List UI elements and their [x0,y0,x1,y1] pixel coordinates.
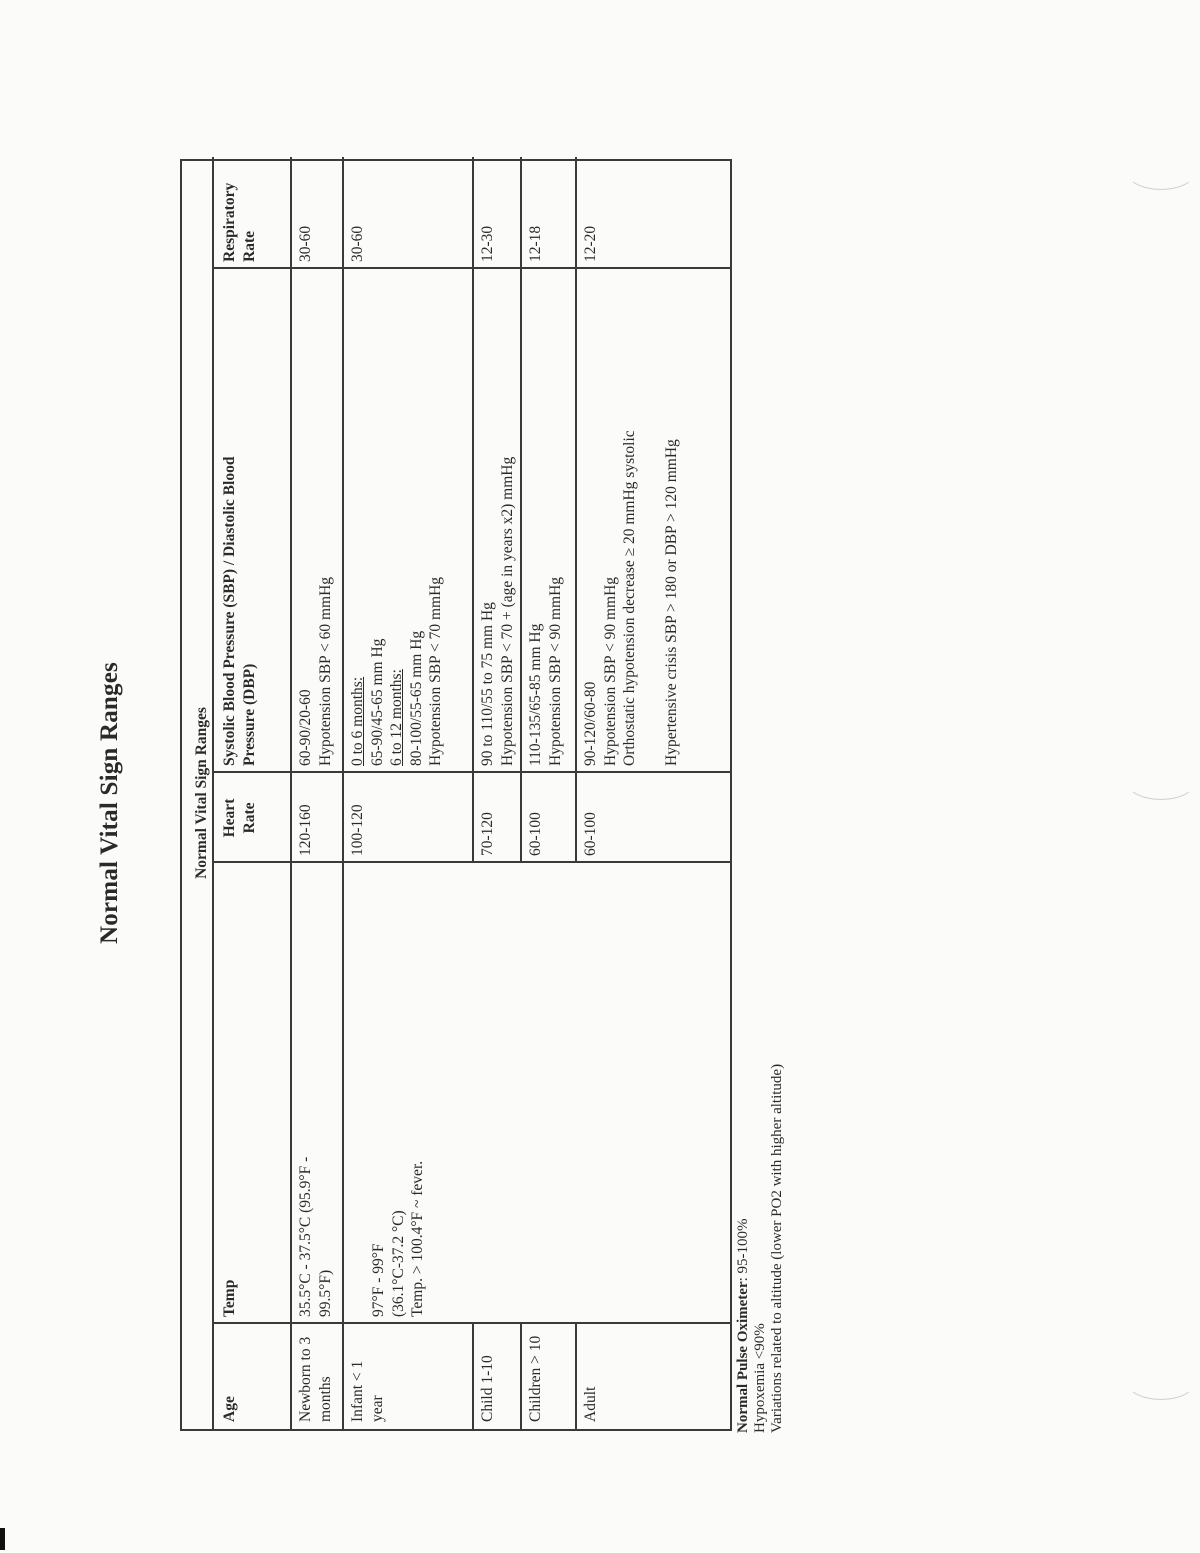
header-age [216,1324,244,1429]
row-children-resp-rate [522,157,550,269]
header-heart-rate-line: Heart [221,798,238,838]
header-top-line [212,157,214,1429]
cell-line: 60-100 [527,812,544,856]
cell-line: 30-60 [349,225,366,262]
header-age-text: Age [221,1396,238,1422]
cell-line: 35.5°C - 37.5°C (95.9°F - [297,1156,314,1317]
cell-line: 80-100/55-65 mm Hg [407,630,425,766]
header-blood-pressure [216,269,263,773]
cell-line: 6 to 12 months: [388,669,405,766]
cell-line: Hypotension SBP < 70 + (age in years x2) mmHg [498,456,516,766]
cell-line: 12-18 [527,225,544,262]
row-newborn-resp-rate [292,157,320,269]
row-newborn-temp [292,863,339,1324]
vital-signs-table [180,159,732,1431]
cell-line: Infant < 1 year [349,1360,386,1422]
row-children-bp [522,269,569,773]
cell-line: 12-20 [582,225,599,262]
cell-line: 60-100 [582,812,599,856]
row-child-heart-rate [474,773,502,863]
cell-line: 97°F - 99°F [370,1243,387,1317]
cell-line: Hypotension SBP < 90 mmHg [601,576,619,766]
row-infant-heart-rate [344,773,372,863]
row-adult-resp-rate [577,157,605,269]
cell-line: 120-160 [297,804,314,856]
row-child-age [474,1324,502,1429]
header-bp-line: Pressure (DBP) [240,663,258,766]
cell-line: 12-30 [479,225,496,262]
cell-line: Orthostatic hypotension decrease ≥ 20 mmHg systolic [621,430,638,766]
row-adult-age [577,1324,605,1429]
header-temp-text: Temp [221,1279,238,1317]
row-adult-bp [577,269,685,773]
cell-line: 70-120 [479,812,496,856]
cell-line: Hypotension SBP < 90 mmHg [546,576,564,766]
col-divider [212,1323,732,1325]
header-bp-line: Systolic Blood Pressure (SBP) / Diastolic Blood [221,456,238,766]
cell-line: Hypotension SBP < 60 mmHg [316,576,334,766]
cell-line: 90-120/60-80 [582,681,599,766]
row-newborn-heart-rate [292,773,320,863]
row-children-heart-rate [522,773,550,863]
pulse-ox-value: : 95-100% [735,1218,751,1282]
row-child-bp [474,269,521,773]
page-title: Normal Vital Sign Ranges [96,662,123,944]
cell-line: Newborn to 3 [297,1336,314,1422]
cell-line: Adult [582,1386,599,1422]
cell-line: Temp. > 100.4°F ~ fever. [409,1160,426,1317]
cell-line: 110-135/65-85 mm Hg [527,623,544,766]
row-adult-heart-rate [577,773,605,863]
altitude-variations-line: Variations related to altitude (lower PO2 with higher altitude) [769,1063,785,1433]
cell-line: 100-120 [349,804,366,856]
header-respiratory-rate [216,157,263,269]
hypoxemia-line: Hypoxemia <90% [752,1323,768,1433]
cell-line: 65-90/45-65 mm Hg [368,638,386,766]
cell-line: 30-60 [297,225,314,262]
header-temp [216,863,244,1324]
row-child-resp-rate [474,157,502,269]
cell-line: Hypertensive crisis SBP > 180 or DBP > 120 mmHg [662,439,680,766]
cell-line: Child 1-10 [479,1355,496,1422]
header-rr-line: Rate [240,231,258,262]
row-infant-resp-rate [344,157,372,269]
cell-line: (36.1°C-37.2 °C) [389,1210,407,1317]
header-rr-line: Respiratory [221,182,238,262]
pulse-oximeter-notes [735,1064,786,1433]
row-children-age [522,1324,550,1429]
cell-line: months [316,1376,334,1422]
header-heart-rate [216,773,263,863]
cell-line: Children > 10 [527,1335,544,1422]
cell-line: 0 to 6 months: [349,676,366,766]
cell-line: Hypotension SBP < 70 mmHg [427,576,444,766]
col-divider [212,862,732,864]
row-infant-temp [365,863,432,1324]
row-infant-bp [344,269,450,773]
cell-line: 60-90/20-60 [297,689,314,766]
cell-line: 90 to 110/55 to 75 mm Hg [479,602,496,766]
header-heart-rate-line: Rate [240,802,258,834]
row-newborn-bp [292,269,339,773]
row-newborn-age [292,1324,339,1429]
cell-line: 99.5°F) [316,1269,334,1317]
pulse-ox-label: Normal Pulse Oximeter [735,1281,751,1433]
pulse-ox-line [735,1064,752,1433]
row-infant-age [344,1324,391,1429]
table-caption: Normal Vital Sign Ranges [193,707,210,879]
